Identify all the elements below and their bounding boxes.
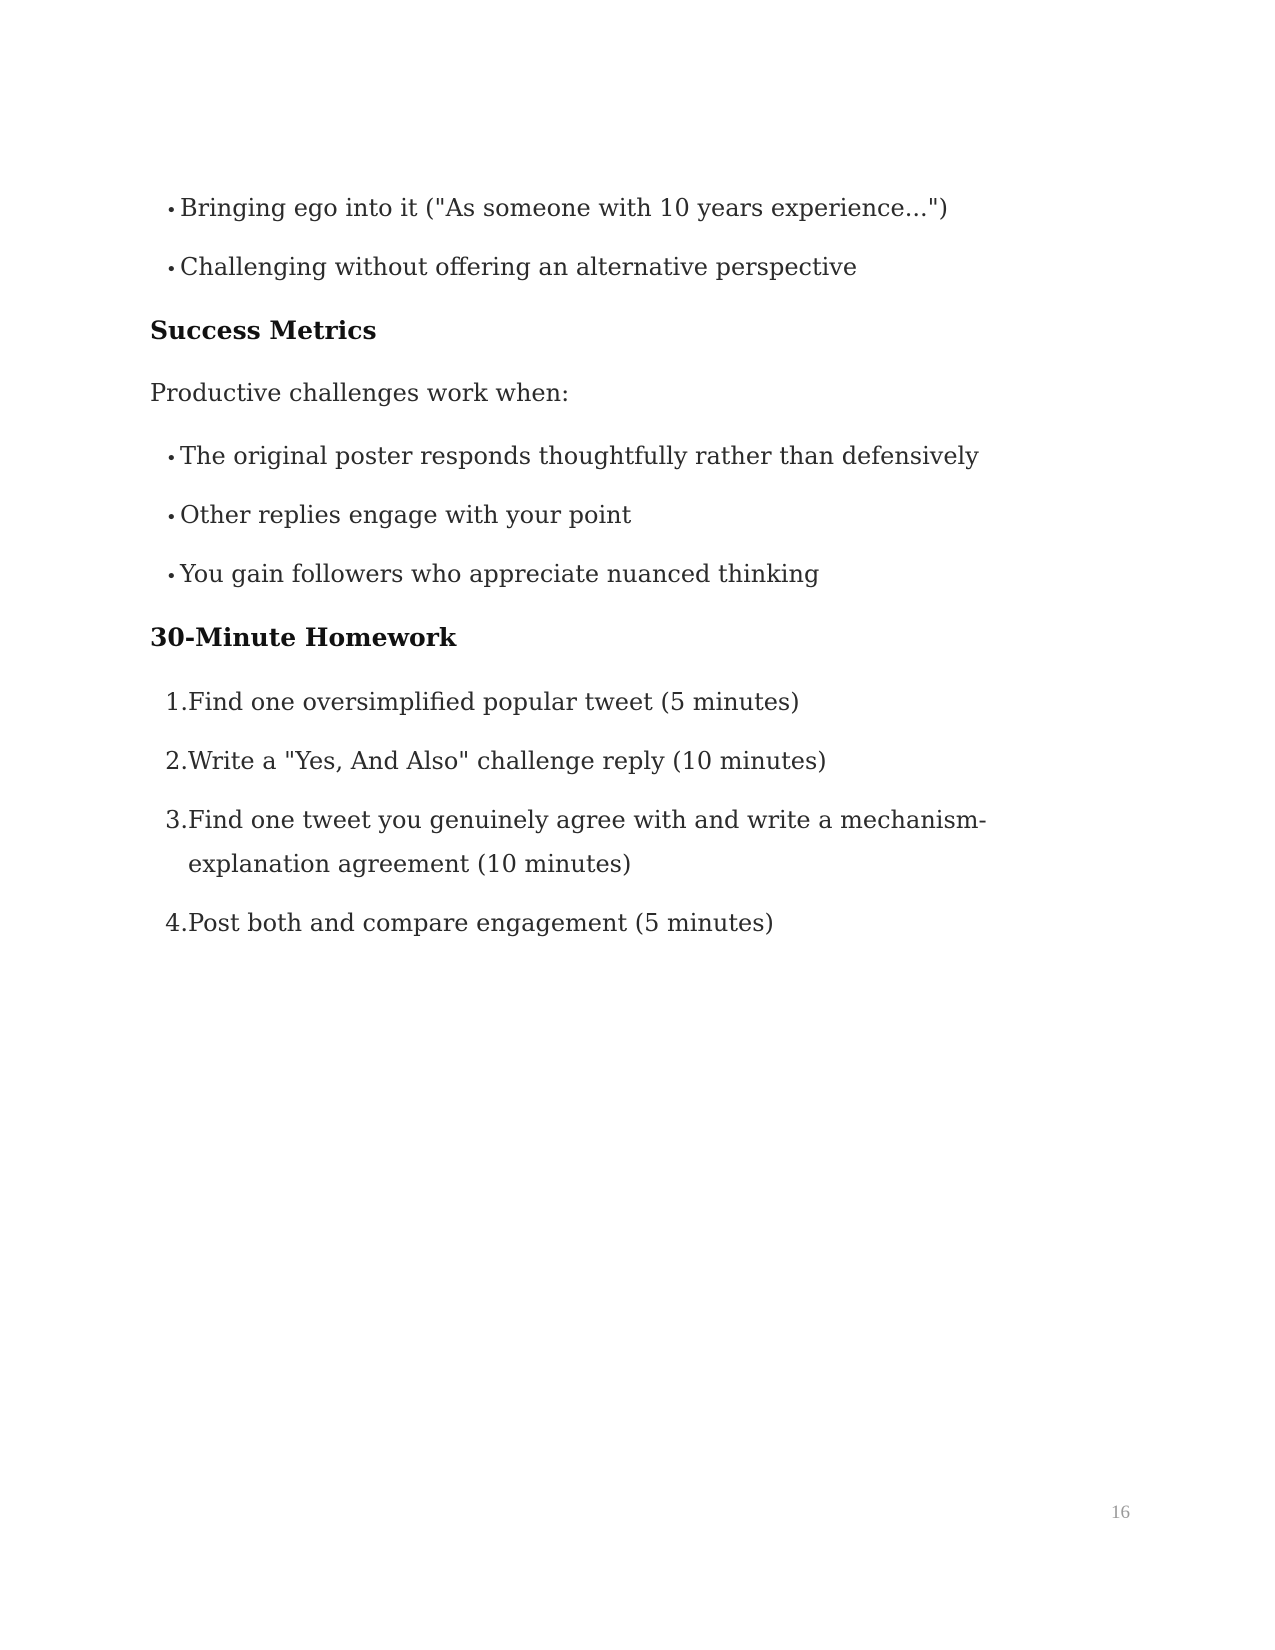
list-item-text: Other replies engage with your point [180, 501, 632, 529]
list-number: 3. [165, 806, 188, 834]
bullet-marker: • [166, 259, 177, 280]
list-item [166, 552, 819, 599]
section-heading-success-metrics: Success Metrics [150, 316, 377, 345]
list-item-text: Challenging without offering an alternative perspective [180, 253, 858, 281]
success-intro-paragraph: Productive challenges work when: [150, 379, 570, 407]
page-number: 16 [1111, 1502, 1130, 1523]
list-number: 1. [165, 688, 188, 716]
numbered-list-item [150, 739, 1090, 783]
list-item [166, 434, 979, 481]
bullet-marker: • [166, 566, 177, 587]
list-item-text: Post both and compare engagement (5 minutes) [188, 909, 774, 937]
list-item-text: Write a "Yes, And Also" challenge reply (10 minutes) [188, 747, 827, 775]
list-number: 2. [165, 747, 188, 775]
list-item-text: Bringing ego into it ("As someone with 10 years experience...") [180, 194, 948, 222]
numbered-list-item [150, 798, 1090, 886]
section-heading-homework: 30-Minute Homework [150, 623, 457, 652]
list-item [166, 493, 631, 540]
list-item [166, 186, 948, 233]
numbered-list-item [150, 901, 1090, 945]
bullet-marker: • [166, 200, 177, 221]
list-item-text: You gain followers who appreciate nuanced thinking [180, 560, 820, 588]
list-item-text: Find one oversimplified popular tweet (5 minutes) [188, 688, 800, 716]
bullet-marker: • [166, 448, 177, 469]
list-item-text: Find one tweet you genuinely agree with and write a mechanism-explanation agreement (10 minutes) [188, 806, 987, 878]
numbered-list-item [150, 680, 1090, 724]
list-number: 4. [165, 909, 188, 937]
bullet-marker: • [166, 507, 177, 528]
list-item [166, 245, 857, 292]
list-item-text: The original poster responds thoughtfully rather than defensively [180, 442, 979, 470]
